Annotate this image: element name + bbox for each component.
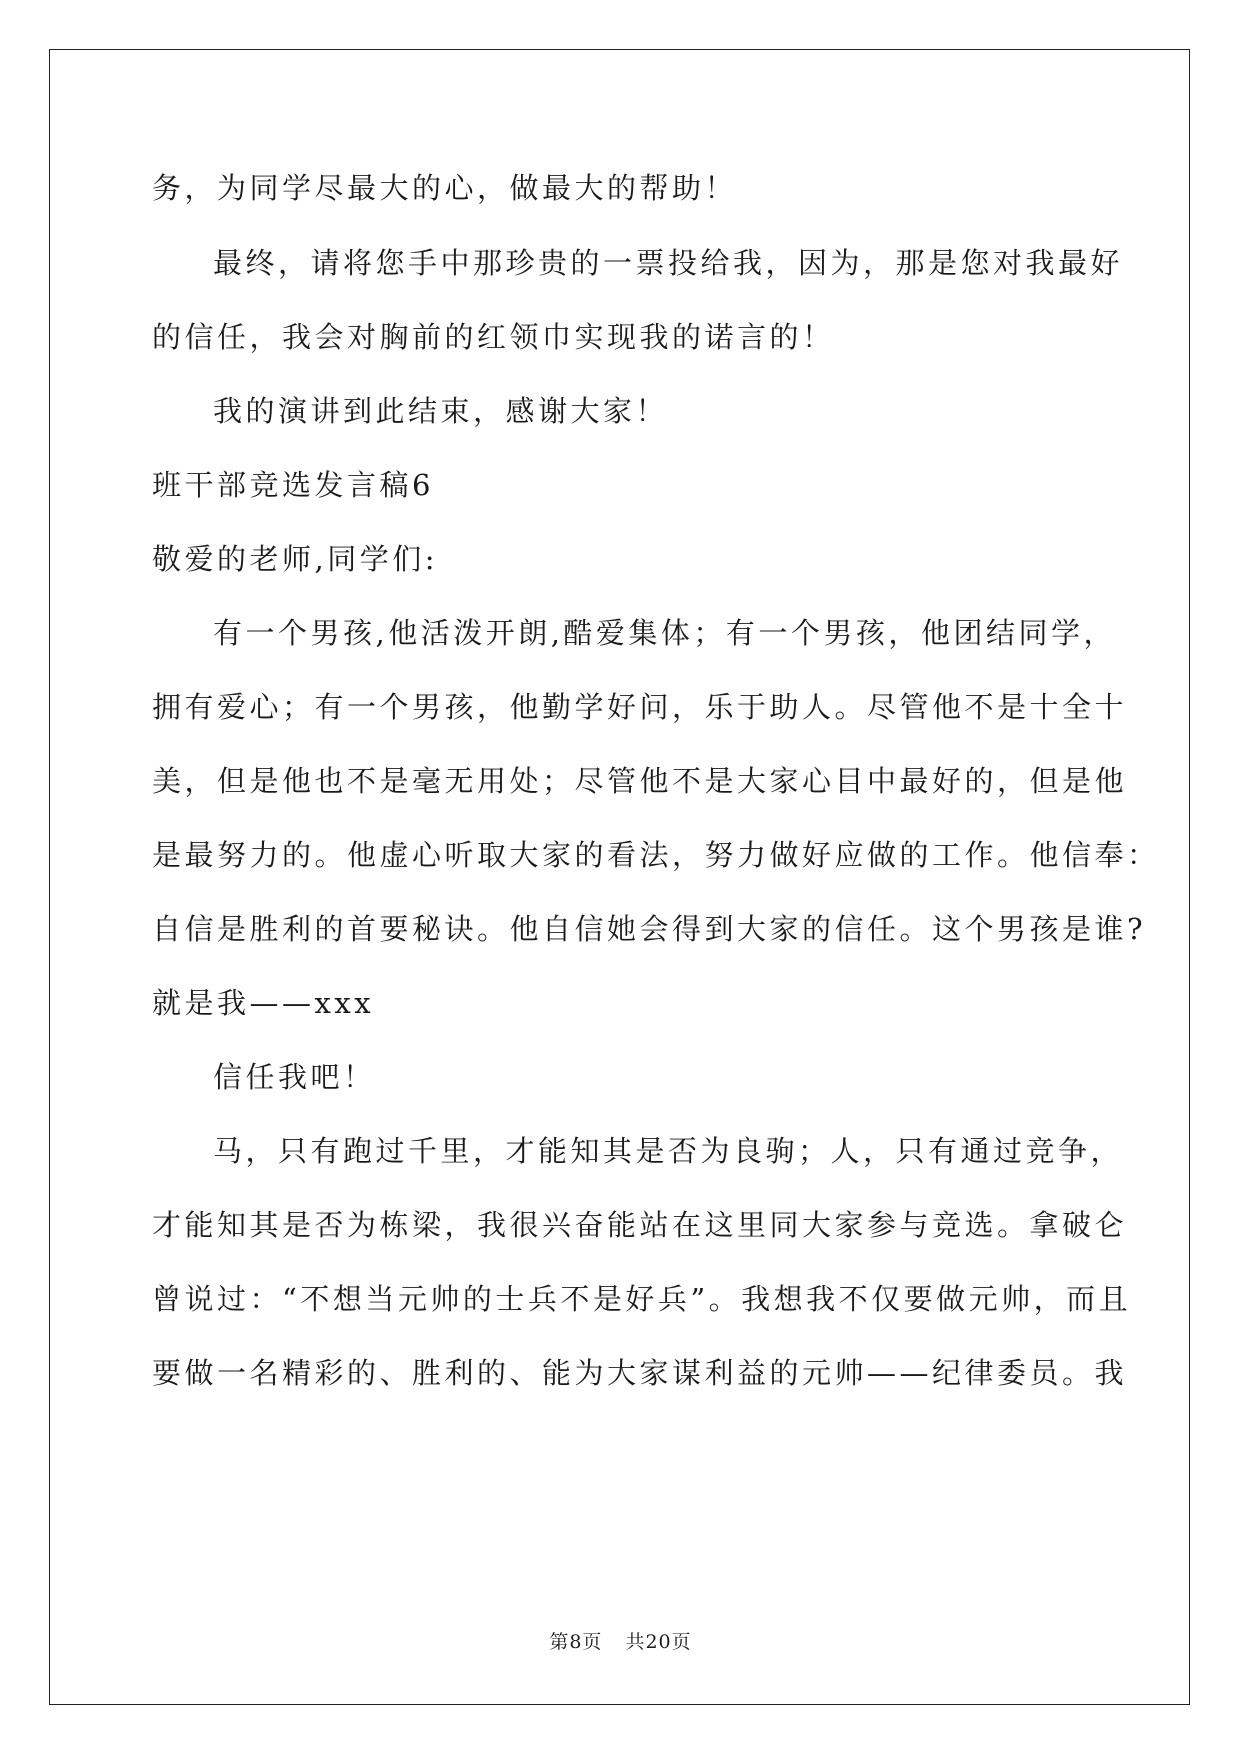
paragraph-line: 自信是胜利的首要秘诀。他自信她会得到大家的信任。这个男孩是谁? [152,912,1147,946]
paragraph-line: 务，为同学尽最大的心，做最大的帮助！ [152,171,738,205]
page-footer [0,1627,1241,1654]
page-number: 第8页 [549,1631,603,1653]
paragraph-line: 就是我——xxx [152,986,375,1020]
paragraph-line: 有一个男孩,他活泼开朗,酷爱集体；有一个男孩，他团结同学， [213,616,1116,650]
paragraph-line: 最终，请将您手中那珍贵的一票投给我，因为，那是您对我最好 [213,246,1124,280]
paragraph-line: 信任我吧！ [213,1060,376,1094]
salutation: 敬爱的老师,同学们: [152,542,438,576]
paragraph-line: 美，但是他也不是毫无用处；尽管他不是大家心目中最好的，但是他 [152,764,1128,798]
paragraph-line: 拥有爱心；有一个男孩，他勤学好问，乐于助人。尽管他不是十全十 [152,690,1128,724]
paragraph-line: 要做一名精彩的、胜利的、能为大家谋利益的元帅——纪律委员。我 [152,1356,1128,1390]
paragraph-line: 的信任，我会对胸前的红领巾实现我的诺言的！ [152,320,835,354]
section-heading: 班干部竞选发言稿6 [152,468,434,502]
page-border [49,49,1190,1705]
paragraph-line: 才能知其是否为栋梁，我很兴奋能站在这里同大家参与竞选。拿破仑 [152,1208,1128,1242]
page-total: 共20页 [625,1631,692,1653]
paragraph-line: 我的演讲到此结束，感谢大家！ [213,394,669,428]
paragraph-line: 曾说过：“不想当元帅的士兵不是好兵”。我想我不仅要做元帅，而且 [152,1282,1132,1316]
paragraph-line: 是最努力的。他虚心听取大家的看法，努力做好应做的工作。他信奉： [152,838,1160,872]
paragraph-line: 马，只有跑过千里，才能知其是否为良驹；人，只有通过竞争， [213,1134,1124,1168]
